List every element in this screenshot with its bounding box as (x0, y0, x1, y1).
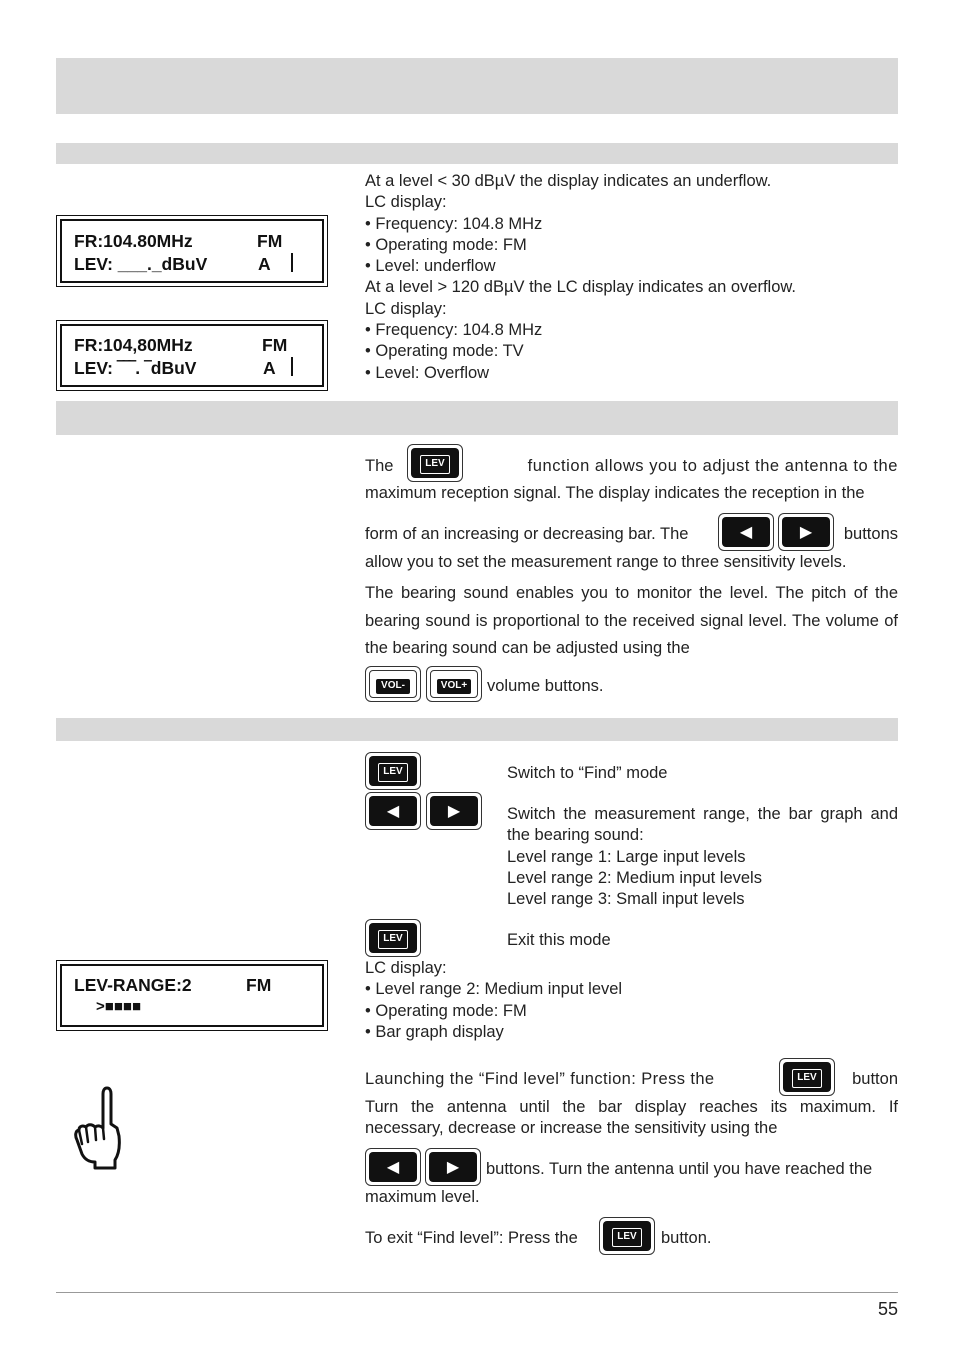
lev-key-label: LEV (420, 455, 450, 474)
lc-display-label: LC display: (365, 299, 447, 318)
volume-buttons-text: volume buttons. (487, 677, 604, 695)
vol-minus-label: VOL- (376, 679, 410, 694)
step-find-mode: Switch to “Find” mode (507, 764, 668, 782)
text: button (852, 1070, 898, 1088)
pointing-hand-icon (74, 1084, 124, 1172)
lc-display-label: LC display: (365, 193, 447, 212)
lcd-mode: FM (257, 231, 283, 251)
right-arrow-button[interactable] (778, 513, 834, 551)
underflow-intro: At a level < 30 dBµV the display indicates an underflow. (365, 172, 772, 190)
lcd-mode: FM (246, 975, 272, 995)
section1-text (365, 171, 905, 384)
step-switch-text: Switch the measurement range, the bar graph and the bearing sound: (507, 805, 898, 845)
note-exit-button-word: button. (661, 1229, 712, 1247)
level-range-1: Level range 1: Large input levels (507, 847, 746, 866)
lev-key-label: LEV (792, 1069, 822, 1088)
lcd-bar-graph: >■■■■ (96, 998, 141, 1015)
text: function allows you to adjust the antenna to the (527, 457, 898, 475)
left-arrow-button[interactable] (718, 513, 774, 551)
bullet-item: • Bar graph display (365, 1022, 898, 1043)
vol-minus-button[interactable] (365, 666, 421, 702)
lcd-line-1: LEV-RANGE:2 (74, 975, 192, 995)
lcd-cursor (291, 253, 293, 272)
right-arrow-button[interactable] (425, 1148, 481, 1186)
left-arrow-icon: ◀ (386, 1159, 400, 1176)
text: The (365, 457, 394, 475)
bullet-item: • Operating mode: FM (365, 235, 905, 256)
left-arrow-icon: ◀ (739, 524, 753, 541)
bullet-item: • Level: underflow (365, 256, 905, 277)
lcd-cursor (291, 357, 293, 376)
lcd-mode: FM (262, 335, 288, 355)
bullet-item: • Level range 2: Medium input level (365, 979, 898, 1000)
bearing-sound-text: The bearing sound enables you to monitor the level. The pitch of the bearing sound is proportional to the received signal level. The volume of the bearing sound can be adjusted using the (365, 584, 898, 657)
step-exit-mode: Exit this mode (507, 931, 611, 949)
right-arrow-icon: ▶ (446, 1159, 460, 1176)
lcd-antenna: A (263, 358, 276, 378)
page-number: 55 (877, 1299, 898, 1319)
lcd-line-1: FR:104.80MHz (74, 231, 193, 251)
footer-rule (56, 1292, 898, 1293)
overflow-intro: At a level > 120 dBµV the LC display indicates an overflow. (365, 278, 796, 297)
vol-plus-button[interactable] (426, 666, 482, 702)
bullet-item: • Operating mode: TV (365, 341, 905, 362)
lcd-display-overflow (56, 320, 328, 391)
arrow-intro-line2: allow you to set the measurement range to three sensitivity levels. (365, 553, 847, 571)
right-arrow-button[interactable] (426, 792, 482, 830)
bullet-item: • Frequency: 104.8 MHz (365, 214, 905, 235)
right-arrow-icon: ▶ (447, 803, 461, 820)
lc-display-label: LC display: (365, 959, 447, 977)
lev-button[interactable] (407, 444, 463, 482)
section-bar-1 (56, 143, 898, 164)
lc-display-list (365, 958, 898, 1043)
lcd-display-range (56, 960, 328, 1031)
note-exit-text: To exit “Find level”: Press the (365, 1229, 578, 1247)
lev-intro-line2: maximum reception signal. The display indicates the reception in the (365, 484, 865, 502)
text: Launching the “Find level” function: Press the (365, 1070, 715, 1088)
lcd-antenna: A (258, 254, 271, 274)
note-turn-antenna: Turn the antenna until the bar display reaches its maximum. If necessary, decrease or increase the sensitivity using the (365, 1098, 898, 1138)
lcd-line-2: LEV: ‾‾‾. ‾dBuV (74, 358, 197, 378)
lcd-display-underflow (56, 215, 328, 287)
lcd-line-2: LEV: ___._dBuV (74, 254, 208, 274)
level-range-3: Level range 3: Small input levels (507, 890, 745, 909)
section-bar-2 (56, 401, 898, 435)
lev-button[interactable] (599, 1217, 655, 1255)
lcd-line-1: FR:104,80MHz (74, 335, 193, 355)
bullet-item: • Operating mode: FM (365, 1001, 898, 1022)
lev-button[interactable] (365, 752, 421, 790)
bullet-item: • Frequency: 104.8 MHz (365, 320, 905, 341)
lev-key-label: LEV (612, 1228, 642, 1247)
left-arrow-icon: ◀ (386, 803, 400, 820)
lev-key-label: LEV (378, 930, 408, 949)
lev-button[interactable] (365, 919, 421, 957)
text: buttons (843, 525, 898, 543)
note-max-level: maximum level. (365, 1188, 480, 1206)
level-range-2: Level range 2: Medium input levels (507, 868, 762, 887)
note-buttons-text: buttons. Turn the antenna until you have reached the (486, 1160, 873, 1178)
right-arrow-icon: ▶ (799, 524, 813, 541)
left-arrow-button[interactable] (365, 1148, 421, 1186)
lev-button[interactable] (779, 1058, 835, 1096)
section-bar-3 (56, 718, 898, 741)
vol-plus-label: VOL+ (437, 679, 471, 694)
header-bar (56, 58, 898, 114)
left-arrow-button[interactable] (365, 792, 421, 830)
text: form of an increasing or decreasing bar. The (365, 525, 689, 543)
lev-key-label: LEV (378, 763, 408, 782)
bullet-item: • Level: Overflow (365, 363, 905, 384)
step-switch-range (507, 804, 898, 910)
